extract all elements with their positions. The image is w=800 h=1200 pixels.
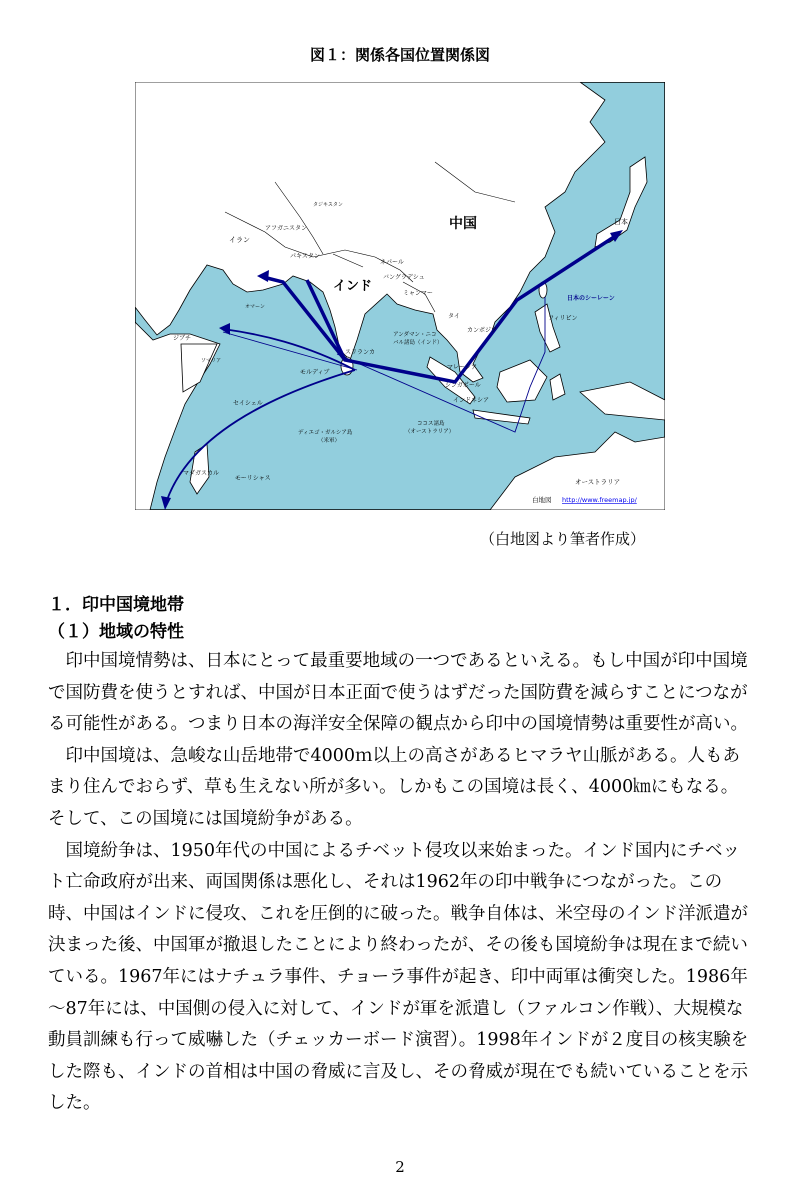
map-label-philippines: フィリピン	[548, 315, 578, 322]
map-figure	[135, 82, 665, 510]
map-label-somalia: ソマリア	[201, 358, 222, 364]
body-text	[48, 646, 753, 1120]
subsection-heading: （１）地域の特性	[48, 622, 184, 642]
map-label-cocos-2: （オーストラリア）	[405, 429, 455, 435]
section-heading: １．印中国境地帯	[48, 595, 184, 615]
page-number: 2	[395, 1158, 405, 1176]
figure-caption: （白地図より筆者作成）	[480, 530, 646, 548]
map-label-iran: イラン	[229, 236, 250, 244]
map-label-china: 中国	[449, 216, 477, 232]
map-label-pakistan: パキスタン	[290, 253, 320, 260]
map-label-japan: 日本	[614, 218, 628, 226]
map-label-singapore: シンガポール	[445, 382, 481, 389]
paragraph: 国境紛争は、1950年代の中国によるチベット侵攻以来始まった。インド国内にチベット亡命政府が出来、両国関係は悪化し、それは1962年の印中戦争につながった。この時、中国はインドに侵攻、これを圧倒的に破った。戦争自体は、米空母のインド洋派遣が決まった後、中国軍が撤退したことにより終わったが、その後も国境紛争は現在まで続いている。1967年にはナチュラ事件、チョーラ事件が起き、印中両軍は衝突した。1986年～87年には、中国側の侵入に対して、インドが軍を派遣し（ファルコン作戦）、大規模な動員訓練も行って威嚇した（チェッカーボード演習）。1998年インドが２度目の核実験をした際も、インドの首相は中国の脅威に言及し、その脅威が現在でも続いていることを示した。	[48, 840, 749, 1114]
map-label-cocos-1: ココス諸島	[417, 421, 445, 427]
paragraph: 印中国境情勢は、日本にとって最重要地域の一つであるといえる。もし中国が印中国境で国防費を使うとすれば、中国が日本正面で使うはずだった国防費を減らすことにつながる可能性がある。つまり日本の海洋安全保障の観点から印中の国境情勢は重要性が高い。	[48, 651, 748, 735]
map-label-diego-1: ディエゴ・ガルシア島	[298, 430, 353, 436]
map-label-india: インド	[333, 279, 373, 294]
map-credit-label: 白地図	[532, 496, 552, 504]
map-label-maldives: モルディブ	[300, 369, 330, 376]
map-label-cambodia: カンボジア	[467, 327, 498, 334]
map-label-djibouti: ジブチ	[173, 335, 192, 342]
map-label-thailand: タイ	[448, 313, 460, 320]
map-label-madagascar: マダガスカル	[183, 470, 220, 477]
map-label-diego-2: （米軍）	[318, 438, 341, 444]
map-label-australia: オーストラリア	[575, 478, 621, 486]
map-label-afghanistan: アフガニスタン	[265, 225, 307, 232]
map-label-sealane: 日本のシーレーン	[567, 295, 615, 302]
map-label-indonesia: インドネシア	[453, 397, 489, 404]
map-label-malaysia: マレーシア	[447, 364, 477, 371]
map-label-oman: オマーン	[245, 304, 265, 310]
map-label-myanmar: ミャンマー	[403, 290, 433, 297]
map-label-bangladesh: バングラデシュ	[383, 274, 425, 281]
map-label-tajikistan: タジキスタン	[313, 202, 343, 208]
map-label-andaman-1: アンダマン・ニコ	[393, 332, 437, 338]
map-label-mauritius: モーリシャス	[235, 475, 271, 482]
map-label-seychelles: セイシェル	[233, 400, 263, 407]
figure-title: 図１：関係各国位置関係図	[309, 46, 490, 64]
paragraph: 印中国境は、急峻な山岳地帯で4000ｍ以上の高さがあるヒマラヤ山脈がある。人もあまり住んでおらず、草も生えない所が多い。しかもこの国境は長く、4000㎞にもなる。そして、この国境には国境紛争がある。	[48, 745, 741, 829]
map-credit-url[interactable]: http://www.freemap.jp/	[562, 496, 637, 504]
map-label-nepal: ネパール	[380, 259, 404, 266]
map-label-srilanka: スリランカ	[345, 349, 376, 356]
map-label-andaman-2: バル諸島（インド）	[393, 340, 443, 346]
